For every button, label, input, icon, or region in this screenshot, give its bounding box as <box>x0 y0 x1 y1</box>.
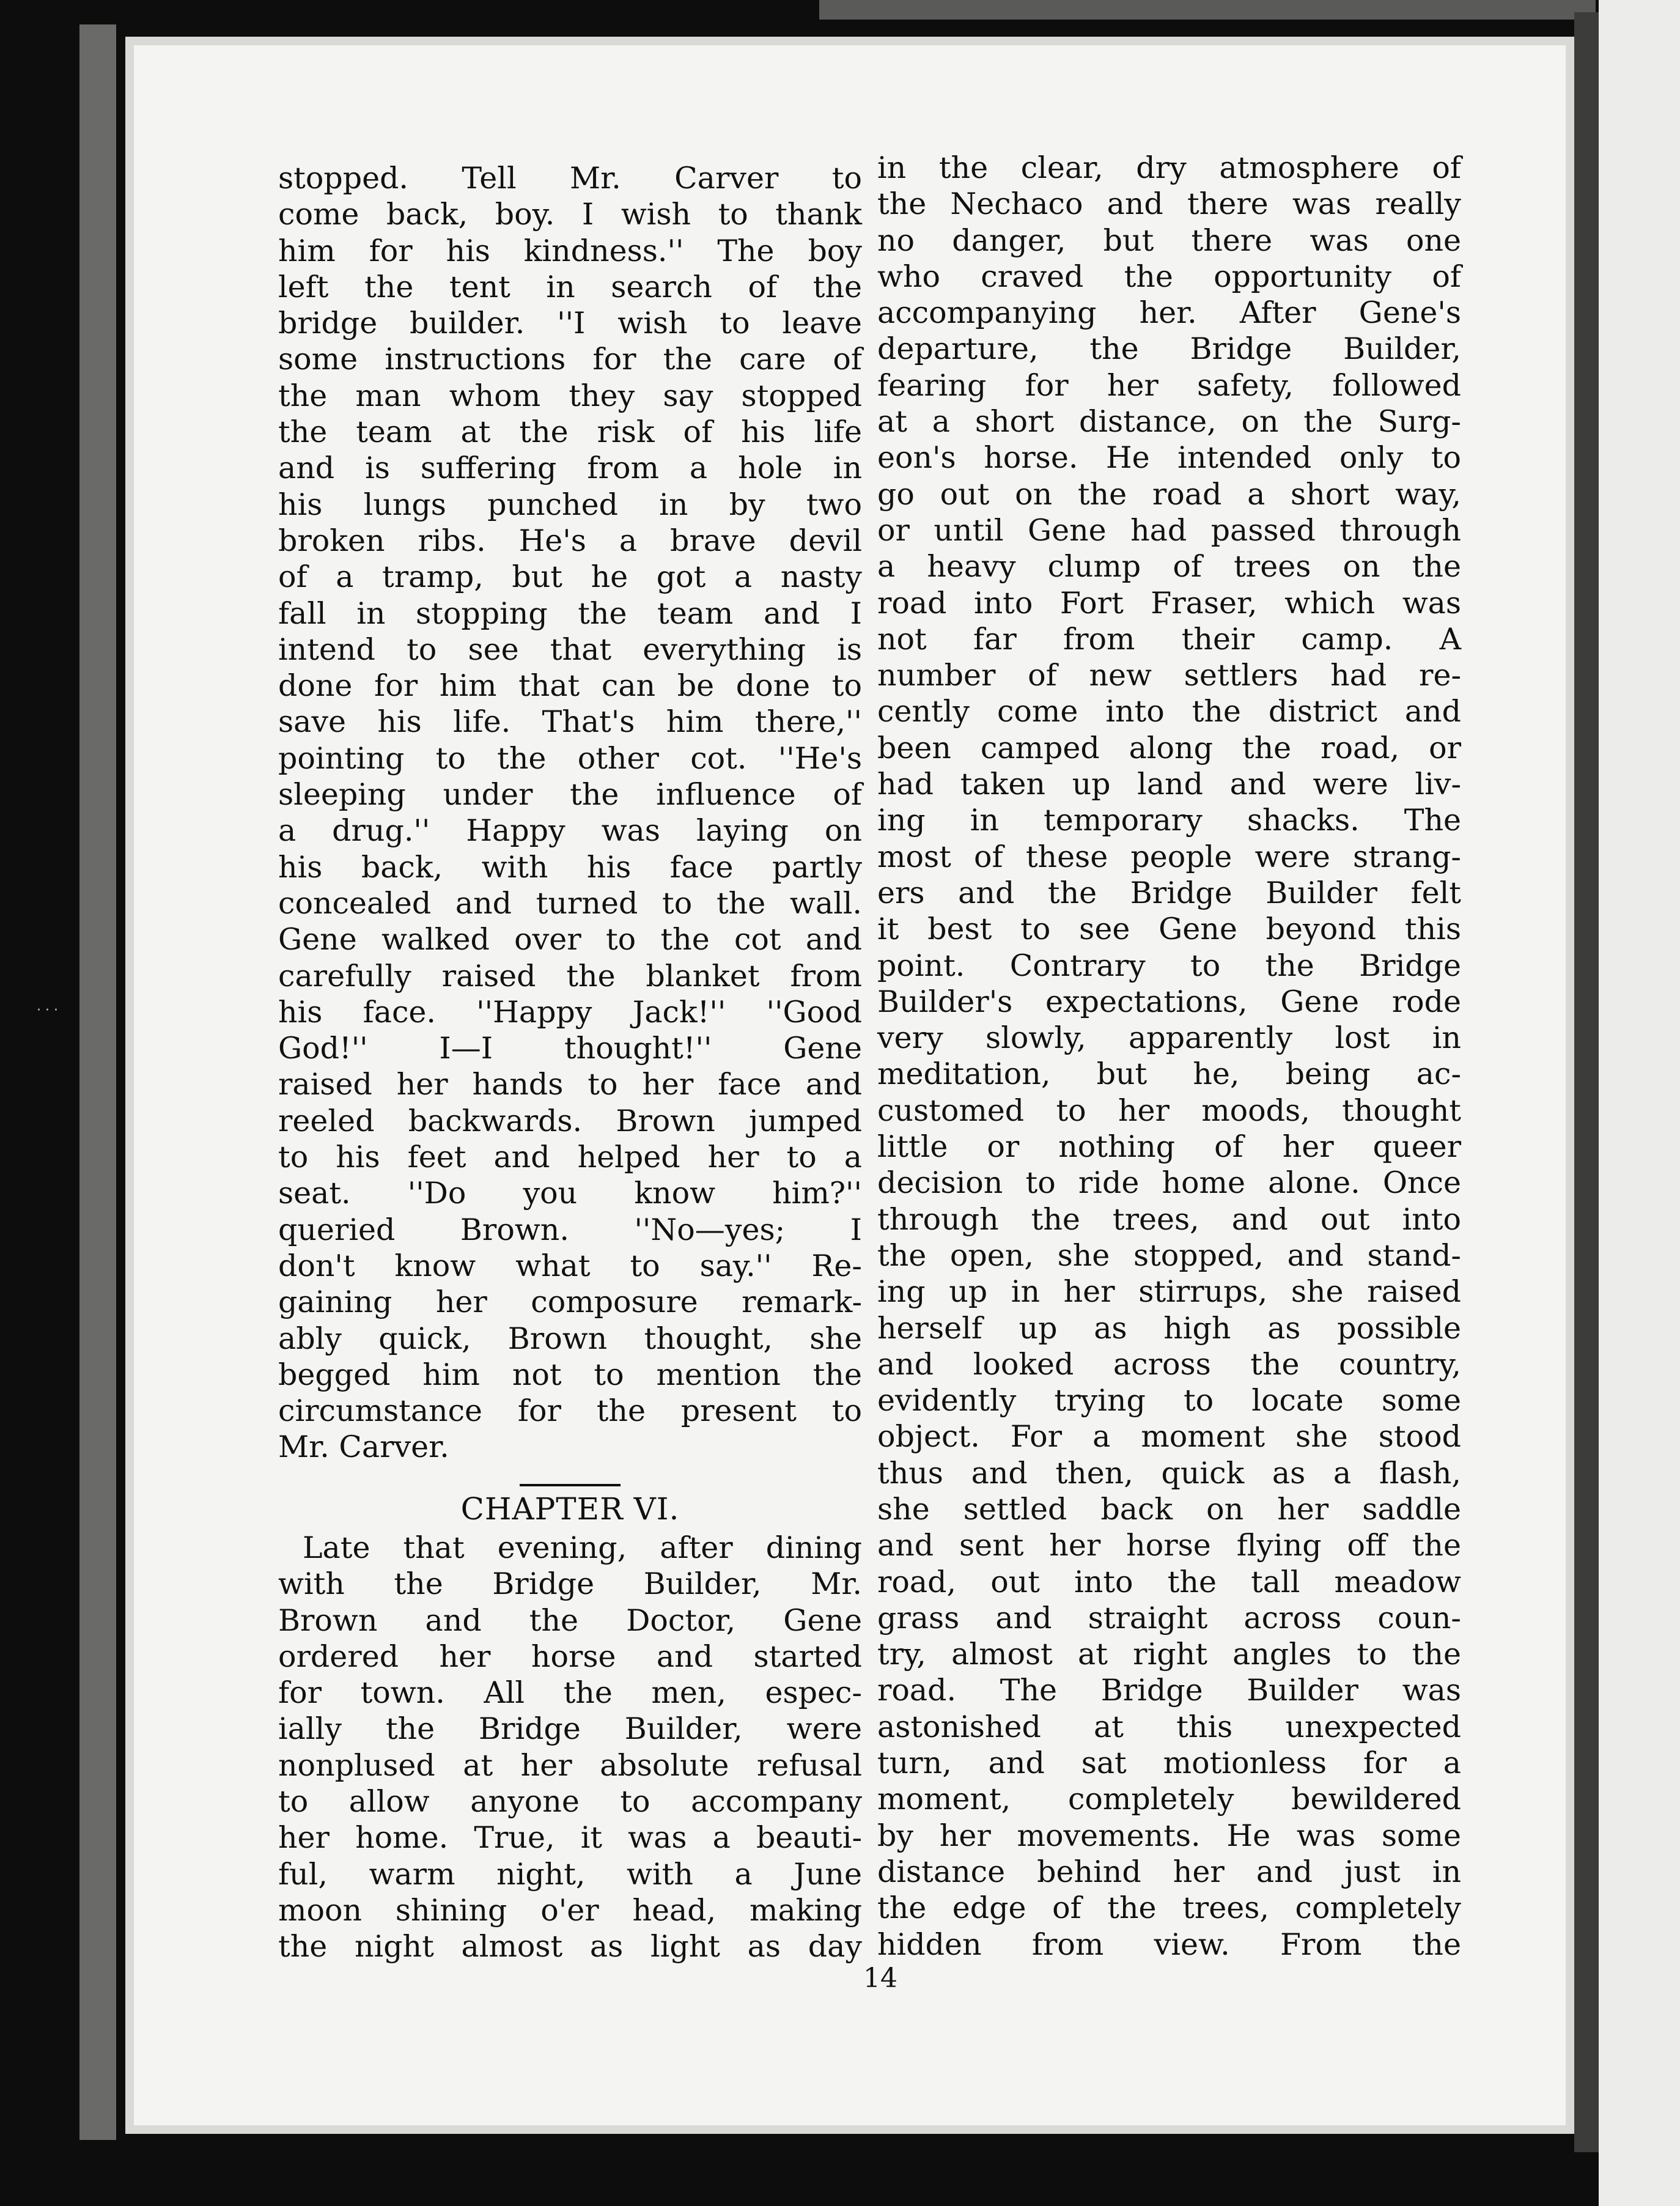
text-line: his face. ''Happy Jack!'' ''Good <box>278 994 862 1030</box>
text-line: cently come into the district and <box>877 694 1461 729</box>
text-line: ing in temporary shacks. The <box>877 803 1461 838</box>
text-line: decision to ride home alone. Once <box>877 1165 1461 1201</box>
text-line: distance behind her and just in <box>877 1854 1461 1889</box>
text-line: his back, with his face partly <box>278 849 862 885</box>
text-line: raised her hands to her face and <box>278 1067 862 1102</box>
text-line: come back, boy. I wish to thank <box>278 197 862 232</box>
text-line: stopped. Tell Mr. Carver to <box>278 161 862 196</box>
text-line: point. Contrary to the Bridge <box>877 948 1461 983</box>
text-line: departure, the Bridge Builder, <box>877 331 1461 367</box>
text-line: no danger, but there was one <box>877 223 1461 258</box>
text-line: she settled back on her saddle <box>877 1491 1461 1527</box>
text-line: her home. True, it was a beauti- <box>278 1820 862 1856</box>
text-line: the open, she stopped, and stand- <box>877 1238 1461 1273</box>
text-line: a heavy clump of trees on the <box>877 549 1461 585</box>
text-line: concealed and turned to the wall. <box>278 885 862 921</box>
text-line: evidently trying to locate some <box>877 1383 1461 1418</box>
text-line: save his life. That's him there,'' <box>278 704 862 740</box>
text-line: Gene walked over to the cot and <box>278 922 862 957</box>
text-line: hidden from view. From the <box>877 1927 1461 1962</box>
text-line: carefully raised the blanket from <box>278 958 862 994</box>
page-edge-shadow <box>79 24 116 2140</box>
text-line: had taken up land and were liv- <box>877 767 1461 802</box>
right-text-column <box>877 150 1461 1963</box>
text-line: with the Bridge Builder, Mr. <box>278 1566 862 1602</box>
text-line: God!'' I—I thought!'' Gene <box>278 1031 862 1066</box>
text-line: seat. ''Do you know him?'' <box>278 1176 862 1211</box>
text-line: moment, completely bewildered <box>877 1782 1461 1817</box>
text-line: him for his kindness.'' The boy <box>278 233 862 268</box>
text-line: his lungs punched in by two <box>278 487 862 522</box>
text-line: done for him that can be done to <box>278 668 862 704</box>
gutter-shadow <box>1574 12 1599 2152</box>
text-line: customed to her moods, thought <box>877 1093 1461 1128</box>
text-line: the night almost as light as day <box>278 1929 862 1964</box>
text-line: of a tramp, but he got a nasty <box>278 559 862 595</box>
text-line: some instructions for the care of <box>278 342 862 377</box>
text-line: sleeping under the influence of <box>278 777 862 813</box>
text-line: Brown and the Doctor, Gene <box>278 1603 862 1638</box>
text-line: nonplused at her absolute refusal <box>278 1747 862 1783</box>
text-line: fearing for her safety, followed <box>877 367 1461 403</box>
text-line: ably quick, Brown thought, she <box>278 1321 862 1356</box>
left-text-column <box>278 160 862 1965</box>
text-line: road into Fort Fraser, which was <box>877 585 1461 621</box>
text-line: ing up in her stirrups, she raised <box>877 1274 1461 1310</box>
text-line: the Nechaco and there was really <box>877 186 1461 222</box>
text-line: gaining her composure remark- <box>278 1285 862 1320</box>
page-number: 14 <box>863 1963 897 1994</box>
text-line: at a short distance, on the Surg- <box>877 404 1461 440</box>
text-line: pointing to the other cot. ''He's <box>278 740 862 776</box>
text-line: been camped along the road, or <box>877 730 1461 765</box>
text-line: ordered her horse and started <box>278 1639 862 1674</box>
left-column-text-before-chapter <box>278 160 862 1466</box>
text-line: moon shining o'er head, making <box>278 1892 862 1928</box>
text-line: astonished at this unexpected <box>877 1709 1461 1744</box>
text-line: most of these people were strang- <box>877 839 1461 874</box>
text-line: eon's horse. He intended only to <box>877 440 1461 476</box>
text-line: accompanying her. After Gene's <box>877 295 1461 331</box>
text-line: who craved the opportunity of <box>877 259 1461 294</box>
text-line: fall in stopping the team and I <box>278 596 862 631</box>
text-line: Builder's expectations, Gene rode <box>877 984 1461 1019</box>
text-line: queried Brown. ''No—yes; I <box>278 1212 862 1247</box>
text-line: grass and straight across coun- <box>877 1600 1461 1636</box>
text-line: and looked across the country, <box>877 1346 1461 1382</box>
text-line: try, almost at right angles to the <box>877 1637 1461 1672</box>
text-line: herself up as high as possible <box>877 1310 1461 1346</box>
text-line: the team at the risk of his life <box>278 415 862 450</box>
text-line: and is suffering from a hole in <box>278 451 862 486</box>
text-line: reeled backwards. Brown jumped <box>278 1103 862 1138</box>
text-line: to allow anyone to accompany <box>278 1784 862 1820</box>
text-line: to his feet and helped her to a <box>278 1140 862 1175</box>
text-line: don't know what to say.'' Re- <box>278 1248 862 1283</box>
scan-specks: · · · <box>37 1003 58 1018</box>
text-line: ers and the Bridge Builder felt <box>877 875 1461 910</box>
text-line: bridge builder. ''I wish to leave <box>278 306 862 341</box>
text-line: road. The Bridge Builder was <box>877 1673 1461 1708</box>
text-line: through the trees, and out into <box>877 1201 1461 1237</box>
text-line: turn, and sat motionless for a <box>877 1746 1461 1781</box>
text-line: intend to see that everything is <box>278 632 862 667</box>
text-line: and sent her horse flying off the <box>877 1528 1461 1563</box>
text-line: Mr. Carver. <box>278 1429 449 1465</box>
text-line: it best to see Gene beyond this <box>877 912 1461 947</box>
text-line: broken ribs. He's a brave devil <box>278 523 862 558</box>
text-line: number of new settlers had re- <box>877 658 1461 693</box>
text-line: ful, warm night, with a June <box>278 1856 862 1892</box>
text-line: for town. All the men, espec- <box>278 1675 862 1711</box>
text-line: meditation, but he, being ac- <box>877 1057 1461 1092</box>
text-line: a drug.'' Happy was laying on <box>278 813 862 849</box>
chapter-divider-rule <box>520 1484 621 1486</box>
text-line: go out on the road a short way, <box>877 476 1461 512</box>
text-line: not far from their camp. A <box>877 621 1461 657</box>
text-line: left the tent in search of the <box>278 269 862 304</box>
text-line: road, out into the tall meadow <box>877 1564 1461 1599</box>
text-line: circumstance for the present to <box>278 1393 862 1429</box>
left-column-text-after-chapter <box>278 1530 862 1965</box>
text-line: very slowly, apparently lost in <box>877 1020 1461 1056</box>
top-scan-border <box>819 0 1596 20</box>
text-line: little or nothing of her queer <box>877 1129 1461 1165</box>
text-line: begged him not to mention the <box>278 1357 862 1392</box>
text-line: Late that evening, after dining <box>303 1530 862 1565</box>
chapter-heading: CHAPTER VI. <box>460 1491 680 1527</box>
text-line: or until Gene had passed through <box>877 512 1461 548</box>
text-line: by her movements. He was some <box>877 1818 1461 1853</box>
text-line: ially the Bridge Builder, were <box>278 1711 862 1747</box>
text-line: object. For a moment she stood <box>877 1419 1461 1455</box>
text-line: thus and then, quick as a flash, <box>877 1455 1461 1491</box>
text-line: the edge of the trees, completely <box>877 1891 1461 1926</box>
text-line: in the clear, dry atmosphere of <box>877 150 1461 185</box>
text-line: the man whom they say stopped <box>278 378 862 413</box>
adjacent-page-edge <box>1599 0 1680 2206</box>
